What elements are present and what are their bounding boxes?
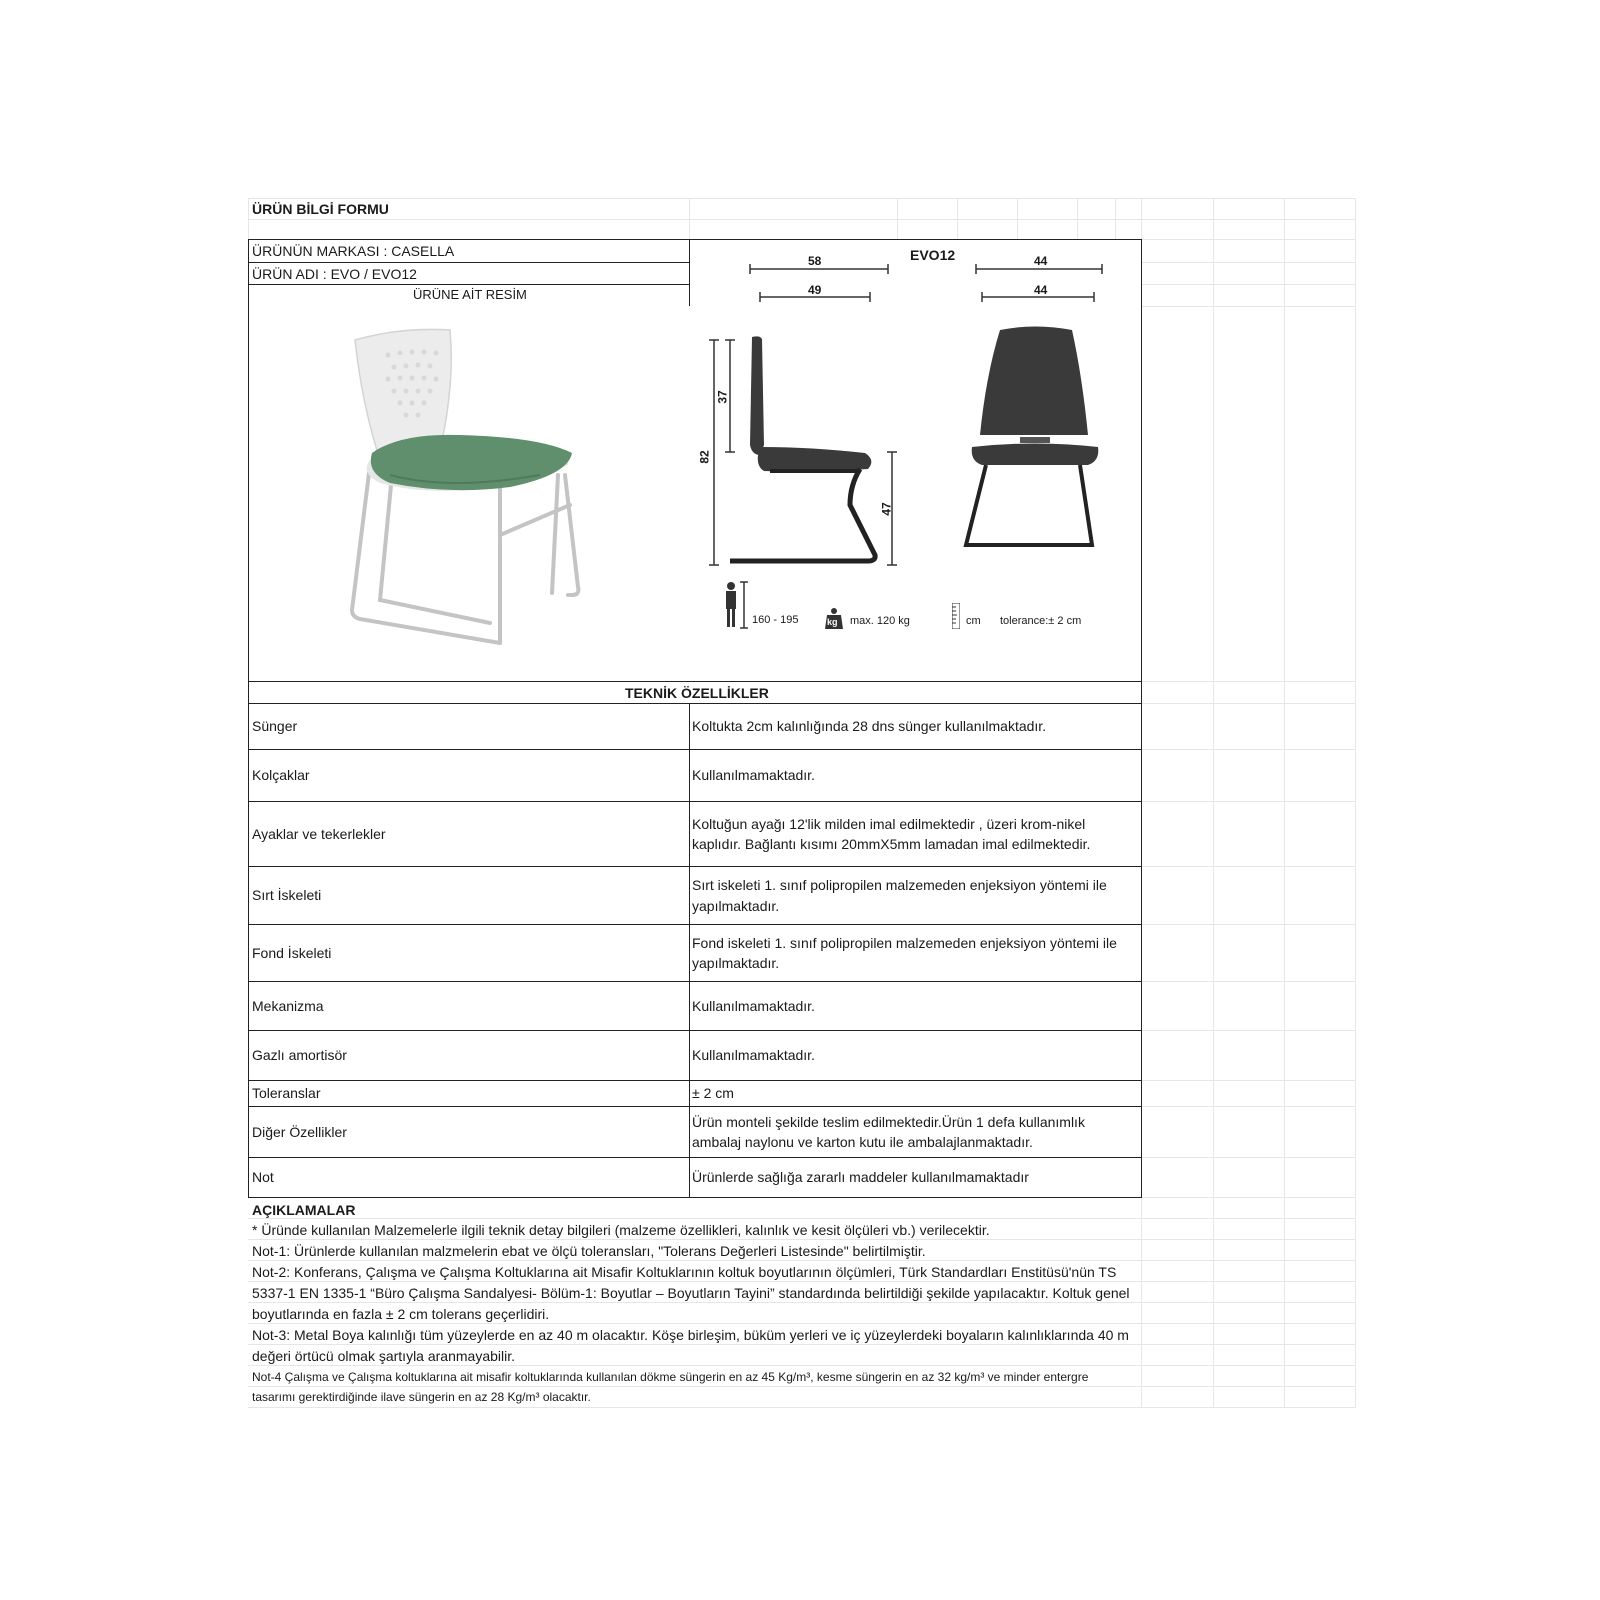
spec-value: Kullanılmamaktadır. — [692, 1047, 815, 1063]
spec-label: Mekanizma — [252, 997, 324, 1014]
grid-line — [1141, 1080, 1355, 1081]
spec-value: Sırt iskeleti 1. sınıf polipropilen malzemeden enjeksiyon yöntemi ile yapılmaktadır. — [692, 877, 1107, 914]
note-4-line-2: tasarımı gerektirdiğinde ilave süngerin en az 28 Kg/m³ olacaktır. — [252, 1390, 591, 1404]
form-title: ÜRÜN BİLGİ FORMU — [252, 201, 389, 217]
top-border — [248, 239, 1142, 240]
tolerance-label: tolerance:± 2 cm — [1000, 615, 1082, 627]
spec-row-border — [248, 1157, 1142, 1158]
spec-label: Ayaklar ve tekerlekler — [252, 825, 386, 842]
dim-seat-depth: 49 — [808, 283, 822, 297]
model-label: EVO12 — [910, 247, 956, 263]
spec-label: Gazlı amortisör — [252, 1047, 347, 1063]
grid-line — [1355, 198, 1356, 1408]
spec-value: Kullanılmamaktadır. — [692, 997, 815, 1014]
grid-line — [248, 219, 1355, 220]
spec-value: Ürünlerde sağlığa zararlı maddeler kullanılmamaktadır — [692, 1169, 1029, 1185]
spec-label: Not — [252, 1169, 274, 1185]
grid-line — [248, 1218, 1355, 1219]
row-line — [248, 681, 1142, 682]
spec-value: Ürün monteli şekilde teslim edilmektedir.Ürün 1 defa kullanımlık ambalaj naylonu ve karton kutu ile ambalajlanmaktadır. — [692, 1113, 1085, 1150]
spec-row-border — [248, 1106, 1142, 1107]
dim-overall-width: 44 — [1034, 254, 1048, 268]
spec-row-border — [248, 1080, 1142, 1081]
note-1: Not-1: Ürünlerde kullanılan malzmelerin ebat ve ölçü toleransları, "Tolerans Değerleri Listesinde" belirtilmiştir. — [252, 1243, 926, 1259]
spec-value: Fond iskeleti 1. sınıf polipropilen malzemeden enjeksiyon yöntemi ile yapılmaktadır. — [692, 934, 1117, 971]
spec-label: Fond İskeleti — [252, 944, 332, 961]
row-line — [248, 703, 1142, 704]
max-load: max. 120 kg — [850, 615, 910, 627]
person-icon — [722, 580, 752, 630]
grid-line — [1141, 866, 1355, 867]
right-border — [1141, 239, 1142, 1197]
spec-label: Toleranslar — [252, 1085, 321, 1101]
grid-line — [1141, 262, 1355, 263]
brand-line: ÜRÜNÜN MARKASI : CASELLA — [252, 243, 455, 259]
dim-seat-height: 47 — [879, 502, 894, 516]
spec-label: Kolçaklar — [252, 767, 310, 783]
note-2-line-3: boyutlarında en fazla ± 2 cm tolerans geçerlidiri. — [252, 1306, 550, 1322]
grid-line — [1141, 1157, 1355, 1158]
grid-line — [248, 198, 1355, 199]
product-name-line: ÜRÜN ADI : EVO / EVO12 — [252, 266, 417, 282]
notes-title: AÇIKLAMALAR — [252, 1202, 356, 1218]
spec-row-border — [248, 749, 1142, 750]
grid-line — [1141, 681, 1355, 682]
specs-divider — [689, 703, 690, 1197]
grid-line — [1141, 1030, 1355, 1031]
grid-line — [1213, 198, 1214, 1408]
chair-photo — [340, 325, 600, 650]
grid-line — [1141, 1106, 1355, 1107]
spec-row-border — [248, 1197, 1142, 1198]
spec-row-border — [248, 981, 1142, 982]
dim-total-height: 82 — [697, 450, 712, 464]
image-header: ÜRÜNE AİT RESİM — [413, 287, 527, 302]
spec-label: Sünger — [252, 718, 298, 734]
grid-line — [1141, 749, 1355, 750]
spec-row-border — [248, 801, 1142, 802]
spec-label: Diğer Özellikler — [252, 1123, 347, 1140]
grid-line — [1141, 981, 1355, 982]
user-height: 160 - 195 — [752, 614, 799, 626]
spec-row-border — [248, 924, 1142, 925]
note-4-line-1: Not-4 Çalışma ve Çalışma koltuklarına ait misafir koltuklarında kullanılan dökme süngerin en az 45 Kg/m³, kesme süngerin en az 32 kg/m³ ve minder entergre — [252, 1370, 1089, 1384]
note-3-line-1: Not-3: Metal Boya kalınlığı tüm yüzeylerde en az 40 m olacaktır. Köşe birleşim, büküm yerleri ve iç yüzeylerdeki boyaların kalınlıklarında 40 m — [252, 1327, 1129, 1343]
dim-seat-width: 44 — [1034, 283, 1048, 297]
grid-line — [1141, 703, 1355, 704]
unit-label: cm — [966, 615, 981, 627]
note-3-line-2: değeri örtücü olmak şartıyla aranmayabilir. — [252, 1348, 516, 1364]
grid-line — [1284, 198, 1285, 1408]
dim-back-height: 37 — [715, 390, 730, 404]
spec-value: Koltukta 2cm kalınlığında 28 dns sünger kullanılmaktadır. — [692, 718, 1047, 734]
spec-row-border — [248, 1030, 1142, 1031]
spec-label: Sırt İskeleti — [252, 887, 322, 903]
note-star: * Üründe kullanılan Malzemelerle ilgili teknik detay bilgileri (malzeme özellikleri, kalınlık ve kesit ölçüleri vb.) verilecektir. — [252, 1222, 990, 1238]
spec-value: Koltuğun ayağı 12'lik milden imal edilmektedir , üzeri krom-nikel kaplıdır. Bağlantı kısımı 20mmX5mm lamadan imal edilmektedir. — [692, 815, 1091, 852]
grid-line — [1141, 801, 1355, 802]
grid-line — [1141, 284, 1355, 285]
spec-value: ± 2 cm — [692, 1085, 734, 1101]
spec-row-border — [248, 866, 1142, 867]
left-border — [248, 239, 249, 1197]
dimension-drawing — [690, 255, 1140, 575]
note-2-line-2: 5337-1 EN 1335-1 “Büro Çalışma Sandalyesi- Bölüm-1: Boyutlar – Boyutların Tayini” standardında belirtildiği şekilde yapılacaktır. Koltuk genel — [252, 1285, 1130, 1301]
note-2-line-1: Not-2: Konferans, Çalışma ve Çalışma Koltuklarına ait Misafir Koltuklarının koltuk boyutlarının ölçümleri, Türk Standardları Enstitüsü'nün TS — [252, 1264, 1117, 1280]
dim-overall-depth: 58 — [808, 254, 822, 268]
row-line — [248, 262, 689, 263]
weight-badge: kg — [827, 617, 838, 627]
grid-line — [248, 1407, 1355, 1408]
grid-line — [1141, 924, 1355, 925]
weight-icon — [825, 607, 843, 629]
ruler-icon — [952, 603, 960, 629]
grid-line — [1141, 306, 1355, 307]
specs-title: TEKNİK ÖZELLİKLER — [625, 685, 769, 701]
spec-value: Kullanılmamaktadır. — [692, 767, 815, 783]
